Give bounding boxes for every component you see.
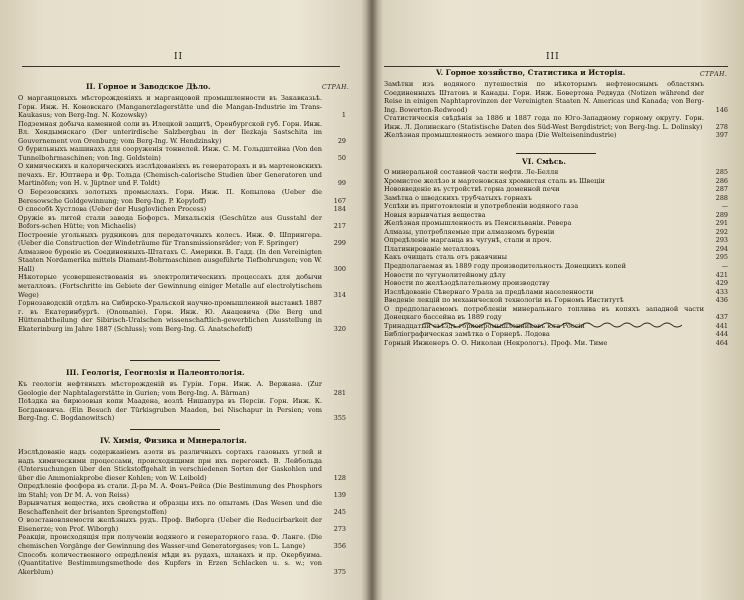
toc-entry: Поѣздка на бирюзовыя копи Маадена, возлѣ Нишапура въ Персіи. Горн. Инж. К. Богдановича. (Ein Besuch der Türkisgruben Maaden, bei Nischapur in Persien; vom Berg-Ing. C. Bogdanowitsch) 355 bbox=[18, 397, 346, 423]
toc-entry: Замѣтка о шведскихъ трубчатыхъ горнахъ 288 bbox=[384, 193, 728, 202]
toc-entry: Опредѣленіе марганца въ чугунѣ, стали и проч. 293 bbox=[384, 236, 728, 245]
toc-entry: О минеральной составной части нефти. Ле-Белля 285 bbox=[384, 168, 728, 176]
toc-entry: Взрывчатыя вещества, ихъ свойства и образцы ихъ по опытамъ (Das Wesen und die Beschaffenheit der brisanten Sprengstoffen) 245 bbox=[18, 499, 346, 516]
toc-entry: Построеніе угольныхъ рудниковъ для передаточныхъ колесъ. Инж. Ф. Шпрингера. (Ueber die Construction der Windeträume für Transmissionsräder; von F. Springer) 299 bbox=[18, 230, 346, 248]
section-title: II. Горное и Заводское Дѣло. bbox=[86, 82, 211, 91]
book-gutter bbox=[366, 0, 378, 600]
toc-entry: Замѣтки изъ водяного путешествія по нѣкоторымъ нефтеноснымъ областямъ Соединенныхъ Штатовъ и Канады. Горн. Инж. Бовертона Редвуда (Notizen während der Reise in einigen Naphtaprovinzen der Vereinigten Staaten N. Americas und Kanada; von Berg-Ing. Bowerton-Redwood) 146 bbox=[384, 80, 728, 114]
section-divider bbox=[130, 360, 220, 361]
section-entries bbox=[18, 448, 348, 576]
toc-entry: Горный Инженеръ О. О. Николаи (Некрологъ). Проф. Ми. Тиме 464 bbox=[384, 338, 728, 347]
left-page-number: II bbox=[174, 52, 184, 62]
toc-entry: Желѣзная промышленность земного шара (Die Welteisenindustrie) 397 bbox=[384, 131, 728, 140]
toc-entry: О возстановляемости желѣзныхъ рудъ. Проф. Виборга (Ueber die Reducirbarkeit der Eisenerze; von Prof. Wiborgh) 273 bbox=[18, 516, 346, 533]
toc-entry: Горнозаводскій отдѣлъ на Сибирско-Уральской научно-промышленной выставкѣ 1887 г. въ Екатеринбургѣ. (Onomanie). Горн. Инж. Ю. Анацевича (Die Berg und Hüttenabtheilung der Sibirisch-Uralschen wissenschaftlich-gewerblichen Ausstellung in Ekaterinburg im Jahre 1887 (Schluss); vom Berg-Ing. G. Anatschefeff) 320 bbox=[18, 299, 346, 333]
section-title: IV. Химія, Физика и Минералогія. bbox=[100, 436, 247, 445]
section-title: III. Геологія, Геогнозія и Палеонтологія. bbox=[66, 368, 245, 377]
section-entries bbox=[18, 94, 348, 333]
toc-entry: Нововведеніе въ устройствѣ горна доменной печи 287 bbox=[384, 185, 728, 194]
toc-entry: Нѣкоторые усовершенствованія въ электролитическихъ процессахъ для добычи металловъ. (Fortschritte im Gebiete der Gewinnung einiger Metalle auf electrolytischem Wege) 314 bbox=[18, 273, 346, 299]
toc-entry: О предполагаемомъ потребленіи минеральнаго топлива въ копяхъ западной части Донецкаго бассейна въ 1889 году 437 bbox=[384, 304, 728, 322]
toc-entry: Къ геологіи нефтяныхъ мѣсторожденій въ Гуріи. Горн. Инж. А. Вержана. (Zur Geologie der Naphtalagerstätte in Gurien; vom Berg-Ing. A. Bärman) 281 bbox=[18, 380, 346, 397]
section-divider bbox=[516, 153, 596, 154]
toc-entry: Новости по чугунолитейному дѣлу 421 bbox=[384, 270, 728, 279]
section-title: V. Горное хозяйство, Статистика и Исторія. bbox=[436, 68, 626, 77]
toc-entry: Изслѣдованіе Сѣвернаго Урала за предѣлами населенности 433 bbox=[384, 287, 728, 296]
toc-entry: Оружіе въ литой стали завода Бофорсъ. Михальскія (Geschütze aus Gusstahl der Bofors-schen Hütte; von Michaelis) 217 bbox=[18, 213, 346, 231]
toc-entry: Реакціи, происходящія при полученіи водяного и генераторного газа. Ф. Ланге. (Die chemischen Vorgänge der Gewinnung des Wasser-und Generatorgases; von L. Lange) 356 bbox=[18, 533, 346, 551]
toc-entry: О марганцовыхъ мѣсторожденіяхъ и марганцовой промышленности въ Закавказьѣ. Горн. Инж. Н. Коновскаго (Manganerzlagerstätte und die Mangan-Industrie im Trans-Kaukasus; von Berg-Ing. N. Kozowsky) 1 bbox=[18, 94, 346, 120]
section-title: VI. Смѣсь. bbox=[522, 157, 566, 166]
toc-entry: Платинированіе металловъ 294 bbox=[384, 244, 728, 253]
toc-entry: Новыя взрывчатыя вещества 289 bbox=[384, 210, 728, 219]
end-ornament bbox=[422, 321, 682, 329]
top-rule bbox=[22, 66, 340, 67]
top-rule bbox=[384, 66, 728, 67]
section-entries bbox=[384, 80, 730, 140]
right-page bbox=[378, 0, 740, 600]
page-column-label: СТРАН. bbox=[322, 84, 350, 91]
toc-entry: Подземная добыча каменной соли въ Илецкой защитѣ, Оренбургской губ. Горн. Инж. Вл. Хендымнскаго (Der unterirdische Salzbergbau in der Ilezkaja Sastschita im Gouvernement von Orenburg; vom Berg-Ing. W. Hendzinsky) 29 bbox=[18, 119, 346, 145]
toc-entry: Успѣхи въ приготовленіи и употребленіи водяного газа — bbox=[384, 202, 728, 211]
toc-entry: Предполагаемая въ 1889 году производительность Донецкихъ копей — bbox=[384, 262, 728, 271]
right-page-number: III bbox=[546, 52, 560, 62]
toc-entry: О Березовскихъ золотыхъ промыслахъ. Горн. Инж. П. Копылова (Ueber die Beresowsche Goldgewinnung; von Berg-Ing. P. Kopyloff) 167 bbox=[18, 188, 346, 205]
section-divider bbox=[130, 429, 220, 430]
toc-entry: Желѣзная промышленность въ Пенсильваніи. Ревера 291 bbox=[384, 219, 728, 228]
toc-entry: Какъ очищать сталь отъ ржавчины 295 bbox=[384, 253, 728, 262]
toc-entry: О способѣ Хустлова (Ueber der Husglovlichen Process) 184 bbox=[18, 205, 346, 214]
left-page bbox=[4, 0, 362, 600]
toc-entry: Новости по желѣзодѣлательному производству 429 bbox=[384, 279, 728, 288]
toc-entry: Библіографическая замѣтка о Горнерѣ. Лодова 444 bbox=[384, 330, 728, 339]
toc-entry: Опредѣленіе фосфора въ стали. Д-ра М. А. Фонъ-Рейса (Die Bestimmung des Phosphors im Stahl; von Dr M. A. von Reiss) 139 bbox=[18, 482, 346, 499]
toc-entry: Способъ количественного опредѣленія мѣди въ рудахъ, шлакахъ и пр. Окербуима. (Quantitative Bestimmungsmethode des Kupfers in Erzen Schlacken u. s. w.; von Akerblum) 375 bbox=[18, 550, 346, 576]
toc-entry: Изслѣдованіе надъ содержаніемъ азотн въ различныхъ сортахъ газовыхъ углей и надъ химическими процессами, происходящими при ихъ перегонкѣ. В. Лейбольда (Untersuchungen über den Stickstoffgehalt in verschiedenen Sorten der Gaskohlen und über die Ammoniakprobe dieser Kohlen; von W. Leibold) 128 bbox=[18, 448, 346, 482]
toc-entry: Алмазы, употребляемые при алмазномъ буреніи 292 bbox=[384, 227, 728, 236]
toc-entry: Хромистое желѣзо и мартеновская хромистая сталь въ Швеціи 286 bbox=[384, 176, 728, 185]
toc-entry: Алмазное буреніе въ Соединенныхъ-Штатахъ С. Америки. В. Гадд. (In den Vereinigten Staaten Nordamerika mittels Diamant-Bohrmaschinen ausgeführte Tiefbohrungen; von W. Hall) 300 bbox=[18, 247, 346, 273]
toc-entry: О бурильныхъ машинахъ для сооруженія тоннелей. Инж. С. М. Гольдштейна (Von den Tunnelbohrmaschinen; von Ing. Goldstein) 50 bbox=[18, 145, 346, 162]
toc-entry: Тринадцатый съѣздъ горнопромышленниковъ юга Россіи 441 bbox=[384, 321, 728, 330]
page-column-label: СТРАН. bbox=[700, 71, 728, 78]
toc-entry: Введеніе лекцій по механической технологіи въ Горномъ Институтѣ 436 bbox=[384, 296, 728, 305]
toc-entry: Статистическія свѣдѣнія за 1886 и 1887 года по Юго-Западному горному округу. Горн. Инж. Л. Долинскаго (Statistische Daten des Süd-West Bergdistrict; von Berg-Ing. L. Dolinsky) 278 bbox=[384, 114, 728, 131]
section-entries bbox=[18, 380, 348, 423]
toc-entry: О химическихъ и калорическихъ изслѣдованіяхъ въ генераторахъ и въ мартеновскихъ печахъ. Ег. Юптнера и Фр. Тольда (Chemisch-calorische Studien über Generatoren und Martinöfen; von H. v. Jüptner und F. Toldt) 99 bbox=[18, 162, 346, 188]
